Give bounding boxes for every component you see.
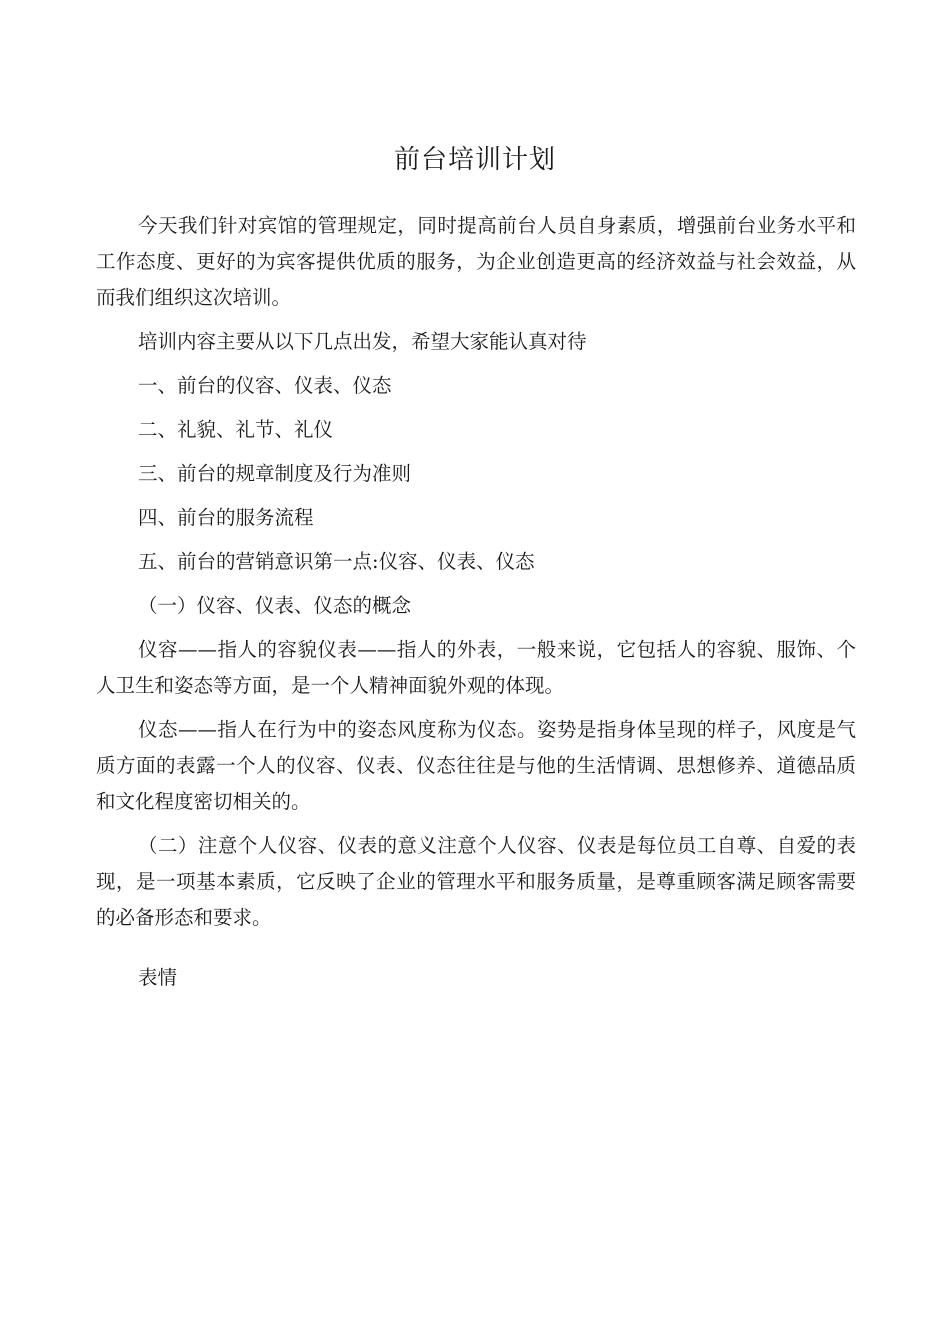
paragraph-outline-intro: 培训内容主要从以下几点出发，希望大家能认真对待 — [138, 330, 587, 353]
document-body — [96, 208, 856, 996]
outline-item-1: 一、前台的仪容、仪表、仪态 — [138, 374, 392, 397]
section-heading-expression: 表情 — [138, 966, 178, 989]
outline-item-3: 三、前台的规章制度及行为准则 — [138, 462, 412, 485]
section-heading-1: （一）仪容、仪表、仪态的概念 — [138, 594, 412, 617]
document-title: 前台培训计划 — [393, 145, 556, 175]
outline-item-4: 四、前台的服务流程 — [138, 506, 314, 529]
paragraph-appearance-definition: 仪容——指人的容貌仪表——指人的外表，一般来说，它包括人的容貌、服饰、个人卫生和姿态等方面，是一个人精神面貌外观的体现。 — [96, 638, 856, 697]
paragraph-appearance-significance: （二）注意个人仪容、仪表的意义注意个人仪容、仪表是每位员工自尊、自爱的表现，是一项基本素质，它反映了企业的管理水平和服务质量，是尊重顾客满足顾客需要的必备形态和要求。 — [96, 834, 856, 929]
paragraph-demeanor-definition: 仪态——指人在行为中的姿态风度称为仪态。姿势是指身体呈现的样子，风度是气质方面的表露一个人的仪容、仪表、仪态往往是与他的生活情调、思想修养、道德品质和文化程度密切相关的。 — [96, 718, 856, 813]
paragraph-intro: 今天我们针对宾馆的管理规定，同时提高前台人员自身素质，增强前台业务水平和工作态度、更好的为宾客提供优质的服务，为企业创造更高的经济效益与社会效益，从而我们组织这次培训。 — [96, 214, 856, 309]
outline-item-5: 五、前台的营销意识第一点:仪容、仪表、仪态 — [138, 550, 535, 573]
outline-item-2: 二、礼貌、礼节、礼仪 — [138, 418, 334, 441]
